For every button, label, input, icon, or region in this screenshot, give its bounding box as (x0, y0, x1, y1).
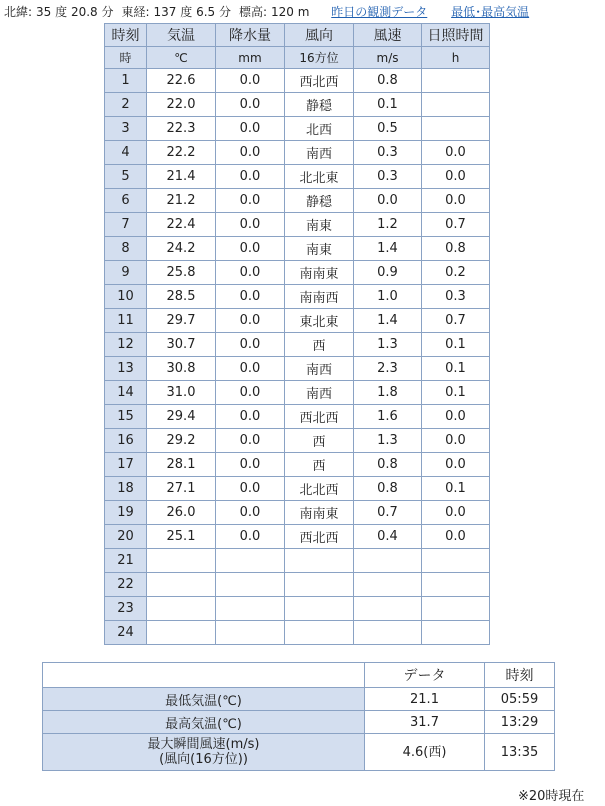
hour-cell: 18 (105, 477, 147, 501)
wind-direction-cell: 南南東 (285, 501, 354, 525)
summary-value: 21.1 (365, 688, 485, 711)
precipitation-cell: 0.0 (216, 285, 285, 309)
sunshine-cell (422, 573, 490, 597)
wind-speed-cell (354, 573, 422, 597)
wind-direction-cell: 西北西 (285, 525, 354, 549)
temperature-cell: 28.5 (147, 285, 216, 309)
wind-speed-cell: 0.8 (354, 477, 422, 501)
wind-speed-cell (354, 621, 422, 645)
hour-cell: 3 (105, 117, 147, 141)
summary-header-data: データ (365, 663, 485, 688)
summary-time: 05:59 (485, 688, 555, 711)
table-row (105, 285, 490, 309)
latitude-label: 北緯: (4, 5, 33, 19)
wind-direction-cell: 西 (285, 453, 354, 477)
hour-cell: 5 (105, 165, 147, 189)
table-row (105, 525, 490, 549)
temperature-cell: 24.2 (147, 237, 216, 261)
precipitation-cell (216, 621, 285, 645)
temperature-cell: 22.4 (147, 213, 216, 237)
summary-header-time: 時刻 (485, 663, 555, 688)
hour-cell: 24 (105, 621, 147, 645)
precipitation-cell: 0.0 (216, 405, 285, 429)
sunshine-cell: 0.3 (422, 285, 490, 309)
precipitation-cell (216, 573, 285, 597)
precipitation-cell: 0.0 (216, 237, 285, 261)
summary-row-max-temp (43, 711, 555, 734)
wind-speed-cell: 1.3 (354, 333, 422, 357)
header-wind-speed: 風速 (354, 24, 422, 47)
unit-temperature: ℃ (147, 47, 216, 69)
unit-wind-speed: m/s (354, 47, 422, 69)
wind-speed-cell: 0.4 (354, 525, 422, 549)
sunshine-cell (422, 93, 490, 117)
sunshine-cell (422, 69, 490, 93)
hour-cell: 19 (105, 501, 147, 525)
wind-direction-cell: 南東 (285, 237, 354, 261)
sunshine-cell: 0.0 (422, 525, 490, 549)
wind-direction-cell: 北西 (285, 117, 354, 141)
wind-direction-cell: 南東 (285, 213, 354, 237)
table-row (105, 453, 490, 477)
hour-cell: 7 (105, 213, 147, 237)
precipitation-cell: 0.0 (216, 501, 285, 525)
latitude-value: 35 度 20.8 分 (36, 5, 114, 19)
wind-direction-cell: 南南東 (285, 261, 354, 285)
hour-cell: 14 (105, 381, 147, 405)
elevation-value: 120 m (271, 5, 310, 19)
temperature-cell: 22.3 (147, 117, 216, 141)
hour-cell: 17 (105, 453, 147, 477)
temperature-cell: 29.4 (147, 405, 216, 429)
unit-hour: 時 (105, 47, 147, 69)
temperature-cell: 26.0 (147, 501, 216, 525)
table-row (105, 621, 490, 645)
temperature-cell: 30.8 (147, 357, 216, 381)
wind-speed-cell: 2.3 (354, 357, 422, 381)
table-header-row (105, 24, 490, 47)
sunshine-cell: 0.7 (422, 309, 490, 333)
sunshine-cell: 0.0 (422, 429, 490, 453)
hour-cell: 22 (105, 573, 147, 597)
wind-direction-cell: 南南西 (285, 285, 354, 309)
wind-direction-cell: 西北西 (285, 405, 354, 429)
wind-direction-cell (285, 597, 354, 621)
summary-value: 31.7 (365, 711, 485, 734)
hour-cell: 12 (105, 333, 147, 357)
sunshine-cell: 0.1 (422, 477, 490, 501)
table-row (105, 69, 490, 93)
hour-cell: 8 (105, 237, 147, 261)
wind-direction-cell (285, 621, 354, 645)
temperature-cell: 29.7 (147, 309, 216, 333)
wind-speed-cell: 0.7 (354, 501, 422, 525)
wind-direction-cell: 東北東 (285, 309, 354, 333)
sunshine-cell: 0.8 (422, 237, 490, 261)
sunshine-cell: 0.0 (422, 453, 490, 477)
table-row (105, 213, 490, 237)
wind-direction-cell (285, 549, 354, 573)
precipitation-cell: 0.0 (216, 261, 285, 285)
summary-label-line1: 最大瞬間風速(m/s) (147, 737, 260, 752)
wind-speed-cell: 1.6 (354, 405, 422, 429)
wind-direction-cell (285, 573, 354, 597)
hour-cell: 6 (105, 189, 147, 213)
wind-direction-cell: 静穏 (285, 189, 354, 213)
wind-direction-cell: 南西 (285, 357, 354, 381)
temperature-cell: 21.4 (147, 165, 216, 189)
wind-speed-cell: 1.2 (354, 213, 422, 237)
wind-speed-cell: 1.8 (354, 381, 422, 405)
hour-cell: 16 (105, 429, 147, 453)
summary-label (43, 734, 365, 771)
temperature-cell: 22.2 (147, 141, 216, 165)
precipitation-cell: 0.0 (216, 477, 285, 501)
temperature-cell: 25.1 (147, 525, 216, 549)
sunshine-cell: 0.7 (422, 213, 490, 237)
wind-speed-cell: 0.3 (354, 141, 422, 165)
sunshine-cell: 0.0 (422, 141, 490, 165)
sunshine-cell: 0.0 (422, 405, 490, 429)
table-row (105, 309, 490, 333)
wind-speed-cell: 1.4 (354, 309, 422, 333)
temperature-cell: 22.6 (147, 69, 216, 93)
summary-row-max-gust (43, 734, 555, 771)
table-row (105, 117, 490, 141)
precipitation-cell: 0.0 (216, 93, 285, 117)
hourly-observation-table (104, 23, 490, 645)
table-row (105, 477, 490, 501)
precipitation-cell: 0.0 (216, 333, 285, 357)
precipitation-cell: 0.0 (216, 213, 285, 237)
temperature-cell: 27.1 (147, 477, 216, 501)
wind-direction-cell: 南西 (285, 381, 354, 405)
min-max-temp-link[interactable]: 最低･最高気温 (451, 5, 530, 19)
table-row (105, 237, 490, 261)
unit-sunshine: h (422, 47, 490, 69)
hour-cell: 1 (105, 69, 147, 93)
precipitation-cell: 0.0 (216, 69, 285, 93)
hour-cell: 20 (105, 525, 147, 549)
hour-cell: 2 (105, 93, 147, 117)
table-row (105, 141, 490, 165)
sunshine-cell (422, 549, 490, 573)
summary-header-blank (43, 663, 365, 688)
precipitation-cell: 0.0 (216, 381, 285, 405)
sunshine-cell: 0.1 (422, 381, 490, 405)
precipitation-cell: 0.0 (216, 189, 285, 213)
temperature-cell: 29.2 (147, 429, 216, 453)
wind-speed-cell: 1.4 (354, 237, 422, 261)
temperature-cell: 31.0 (147, 381, 216, 405)
sunshine-cell: 0.0 (422, 189, 490, 213)
wind-speed-cell: 0.3 (354, 165, 422, 189)
wind-direction-cell: 西北西 (285, 69, 354, 93)
temperature-cell: 22.0 (147, 93, 216, 117)
unit-wind-direction: 16方位 (285, 47, 354, 69)
wind-speed-cell: 0.9 (354, 261, 422, 285)
wind-direction-cell: 北北西 (285, 477, 354, 501)
summary-value: 4.6(西) (365, 734, 485, 771)
temperature-cell: 28.1 (147, 453, 216, 477)
wind-direction-cell: 北北東 (285, 165, 354, 189)
hour-cell: 15 (105, 405, 147, 429)
temperature-cell (147, 573, 216, 597)
summary-time: 13:29 (485, 711, 555, 734)
table-row (105, 573, 490, 597)
header-precipitation: 降水量 (216, 24, 285, 47)
wind-speed-cell: 0.0 (354, 189, 422, 213)
precipitation-cell: 0.0 (216, 525, 285, 549)
sunshine-cell (422, 597, 490, 621)
wind-speed-cell: 1.3 (354, 429, 422, 453)
yesterday-data-link[interactable]: 昨日の観測データ (331, 5, 428, 19)
summary-label-line2: (風向(16方位)) (159, 752, 248, 767)
temperature-cell: 21.2 (147, 189, 216, 213)
wind-speed-cell: 1.0 (354, 285, 422, 309)
longitude-label: 東経: (121, 5, 150, 19)
table-unit-row (105, 47, 490, 69)
sunshine-cell: 0.1 (422, 333, 490, 357)
wind-speed-cell (354, 549, 422, 573)
precipitation-cell: 0.0 (216, 309, 285, 333)
table-row (105, 501, 490, 525)
daily-summary-table (42, 662, 555, 771)
sunshine-cell: 0.2 (422, 261, 490, 285)
station-info-bar (4, 3, 604, 21)
table-row (105, 405, 490, 429)
hour-cell: 21 (105, 549, 147, 573)
temperature-cell (147, 549, 216, 573)
precipitation-cell: 0.0 (216, 429, 285, 453)
wind-speed-cell: 0.8 (354, 69, 422, 93)
precipitation-cell (216, 597, 285, 621)
as-of-footnote: ※20時現在 (518, 789, 585, 804)
header-hour: 時刻 (105, 24, 147, 47)
unit-precipitation: mm (216, 47, 285, 69)
elevation-label: 標高: (238, 5, 268, 19)
sunshine-cell (422, 117, 490, 141)
longitude-value: 137 度 6.5 分 (153, 5, 231, 19)
hour-cell: 23 (105, 597, 147, 621)
table-row (105, 93, 490, 117)
wind-speed-cell: 0.5 (354, 117, 422, 141)
table-row (105, 357, 490, 381)
wind-speed-cell: 0.1 (354, 93, 422, 117)
hour-cell: 4 (105, 141, 147, 165)
sunshine-cell: 0.0 (422, 501, 490, 525)
wind-direction-cell: 南西 (285, 141, 354, 165)
table-row (105, 261, 490, 285)
precipitation-cell: 0.0 (216, 453, 285, 477)
summary-label: 最低気温(℃) (43, 688, 365, 711)
precipitation-cell: 0.0 (216, 357, 285, 381)
summary-time: 13:35 (485, 734, 555, 771)
summary-row-min-temp (43, 688, 555, 711)
table-row (105, 165, 490, 189)
hour-cell: 10 (105, 285, 147, 309)
hour-cell: 9 (105, 261, 147, 285)
wind-speed-cell (354, 597, 422, 621)
temperature-cell (147, 621, 216, 645)
temperature-cell: 25.8 (147, 261, 216, 285)
precipitation-cell: 0.0 (216, 117, 285, 141)
table-row (105, 429, 490, 453)
header-wind-direction: 風向 (285, 24, 354, 47)
wind-direction-cell: 静穏 (285, 93, 354, 117)
table-body (105, 69, 490, 645)
wind-speed-cell: 0.8 (354, 453, 422, 477)
precipitation-cell (216, 549, 285, 573)
table-row (105, 597, 490, 621)
wind-direction-cell: 西 (285, 429, 354, 453)
temperature-cell (147, 597, 216, 621)
hour-cell: 11 (105, 309, 147, 333)
wind-direction-cell: 西 (285, 333, 354, 357)
header-temperature: 気温 (147, 24, 216, 47)
hour-cell: 13 (105, 357, 147, 381)
precipitation-cell: 0.0 (216, 141, 285, 165)
temperature-cell: 30.7 (147, 333, 216, 357)
precipitation-cell: 0.0 (216, 165, 285, 189)
summary-header-row (43, 663, 555, 688)
table-row (105, 381, 490, 405)
sunshine-cell: 0.0 (422, 165, 490, 189)
table-row (105, 549, 490, 573)
summary-label: 最高気温(℃) (43, 711, 365, 734)
header-sunshine: 日照時間 (422, 24, 490, 47)
table-row (105, 333, 490, 357)
sunshine-cell: 0.1 (422, 357, 490, 381)
table-row (105, 189, 490, 213)
sunshine-cell (422, 621, 490, 645)
